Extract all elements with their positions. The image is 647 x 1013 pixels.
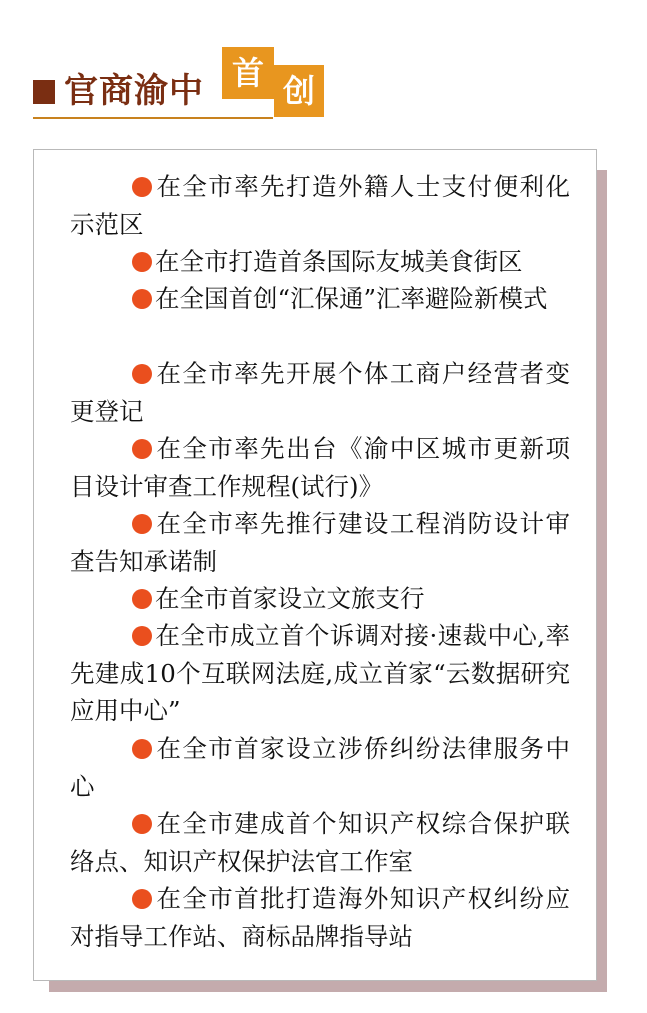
list-item-text: 在全市率先出台《渝中区城市更新项目设计审查工作规程(试行)》 <box>70 434 570 501</box>
title-square-icon <box>33 80 55 104</box>
list-item <box>70 355 570 430</box>
badge-char-2: 创 <box>274 65 324 117</box>
list-item-text: 在全市建成首个知识产权综合保护联络点、知识产权保护法官工作室 <box>70 809 570 876</box>
list-item-text: 在全国首创“汇保通”汇率避险新模式 <box>155 284 548 313</box>
list-item <box>70 730 570 805</box>
list-item-text: 在全市率先开展个体工商户经营者变更登记 <box>70 359 570 426</box>
badge-char-1: 首 <box>222 47 274 99</box>
bullet-icon <box>132 364 152 384</box>
list-item-text: 在全市打造首条国际友城美食街区 <box>155 247 523 276</box>
bullet-icon <box>132 814 152 834</box>
title-underline <box>33 117 273 119</box>
list-item-text: 在全市首家设立涉侨纠纷法律服务中心 <box>70 734 570 801</box>
section-title: 官商渝中 <box>64 71 204 111</box>
bullet-icon <box>132 739 152 759</box>
list-item-text: 在全市首批打造海外知识产权纠纷应对指导工作站、商标品牌指导站 <box>70 884 570 951</box>
list-item-text: 在全市率先推行建设工程消防设计审查告知承诺制 <box>70 509 570 576</box>
section-header <box>0 0 647 135</box>
achievement-list-card <box>33 149 597 981</box>
list-item-text: 在全市首家设立文旅支行 <box>155 584 425 613</box>
bullet-icon <box>132 439 152 459</box>
list-item <box>70 617 570 730</box>
bullet-icon <box>132 252 152 272</box>
list-item-text: 在全市成立首个诉调对接·速裁中心,率先建成10个互联网法庭,成立首家“云数据研究应用中心” <box>70 621 570 725</box>
list-item <box>70 430 570 505</box>
list-item <box>70 880 570 955</box>
list-item <box>70 505 570 580</box>
bullet-icon <box>132 177 152 197</box>
bullet-icon <box>132 626 152 646</box>
list-item <box>70 280 570 318</box>
bullet-icon <box>132 889 152 909</box>
list-item <box>70 243 570 281</box>
bullet-icon <box>132 289 152 309</box>
list-item-text: 在全市率先打造外籍人士支付便利化示范区 <box>70 172 570 239</box>
bullet-icon <box>132 589 152 609</box>
list-item <box>70 805 570 880</box>
list-item <box>70 580 570 618</box>
bullet-icon <box>132 514 152 534</box>
list-item <box>70 168 570 243</box>
